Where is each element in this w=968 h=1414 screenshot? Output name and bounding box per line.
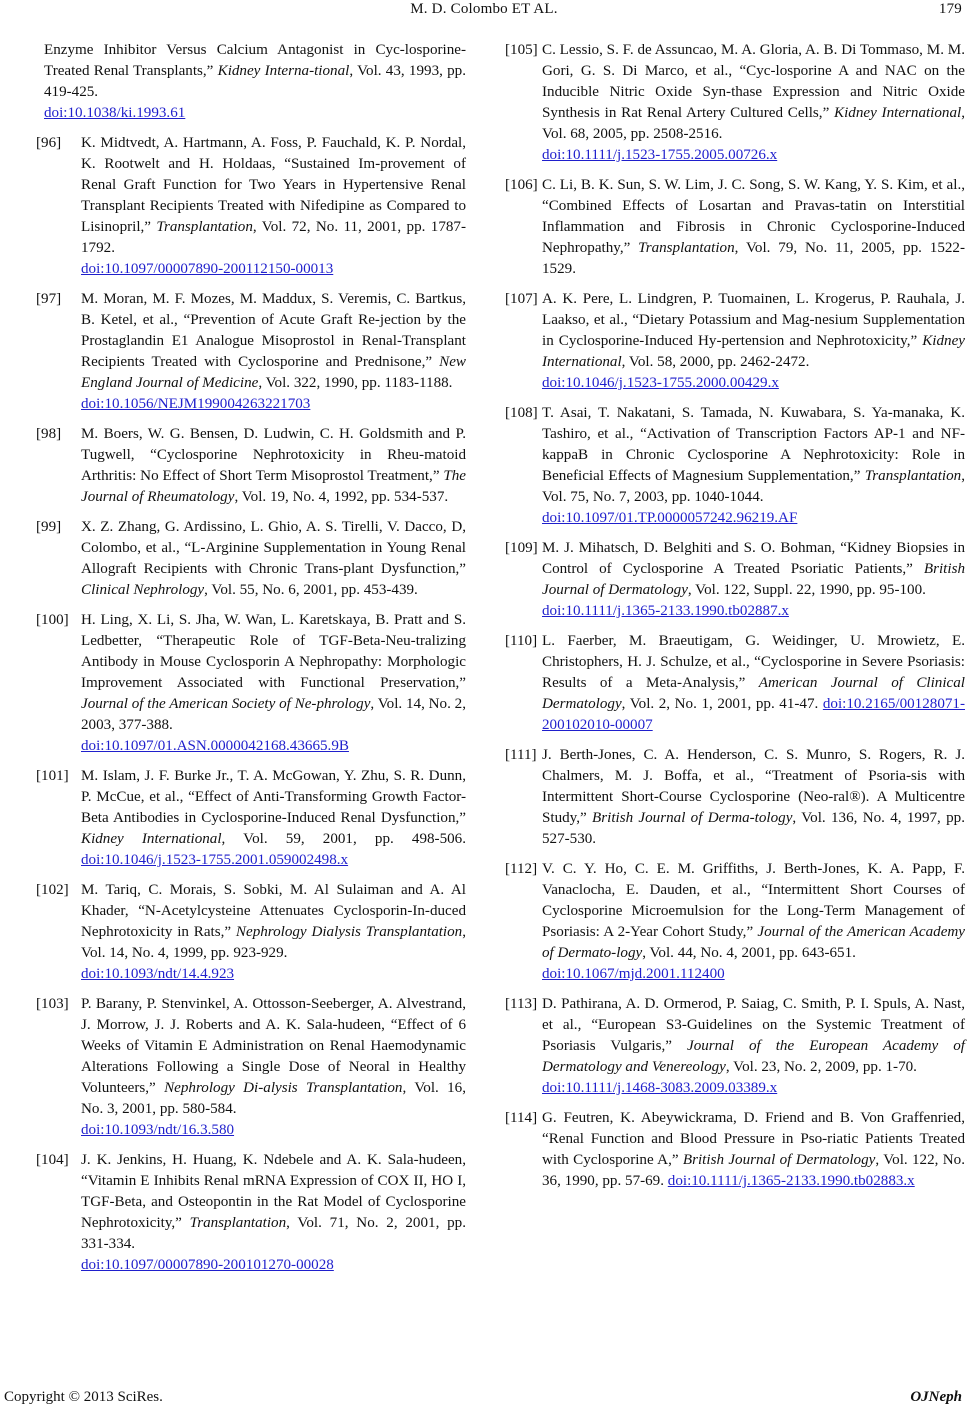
reference-volume-pages: , Vol. 122, No. 36, 1990, pp. 57-69. bbox=[542, 1152, 965, 1189]
reference-citation-text: D. Pathirana, A. D. Ormerod, P. Saiag, C. Smith, P. I. Spuls, A. Nast, et al., “European S3-Guidelines on the Systemic Treatment of Psoriasis Vulgaris,” bbox=[542, 996, 965, 1054]
reference-number: [114] bbox=[505, 1110, 538, 1126]
reference-number: [104] bbox=[36, 1152, 69, 1168]
reference-item bbox=[505, 175, 965, 280]
reference-item bbox=[505, 40, 965, 166]
reference-journal-name: British Journal of Dermatology bbox=[682, 1152, 876, 1168]
reference-journal-name: Nephrology Dialysis Transplantation bbox=[235, 924, 463, 940]
reference-number: [99] bbox=[36, 519, 62, 535]
reference-doi-link[interactable]: doi:10.1038/ki.1993.61 bbox=[44, 105, 186, 121]
reference-item bbox=[505, 538, 965, 622]
reference-body bbox=[542, 289, 965, 394]
page-header bbox=[0, 0, 968, 24]
reference-citation-text: M. Boers, W. G. Bensen, D. Ludwin, C. H. Goldsmith and P. Tugwell, “Cyclosporine Nephrotoxicity in Rheu-matoid Arthritis: No Effect of Short Term Misoprostol Treatment,” bbox=[81, 426, 466, 484]
reference-body bbox=[81, 133, 466, 280]
reference-citation-text: V. C. Y. Ho, C. E. M. Griffiths, J. Berth-Jones, K. A. Papp, F. Vanaclocha, E. Dauden, et al., “Intermittent Short Courses of Cyclosporine Microemulsion for the Long-Term Management of Psoriasis: A 2-Year Cohort Study,” bbox=[542, 861, 965, 940]
reference-number: [98] bbox=[36, 426, 62, 442]
reference-volume-pages: , Vol. 44, No. 4, 2001, pp. 643-651. bbox=[642, 945, 856, 961]
reference-item bbox=[36, 40, 466, 124]
reference-body bbox=[81, 289, 466, 415]
reference-citation-text: J. K. Jenkins, H. Huang, K. Ndebele and A. K. Sala-hudeen, “Vitamin E Inhibits Renal mRNA Expression of COX II, HO I, TGF-Beta, and Osteopontin in the Rat Model of Cyclosporine Nephrotoxicity,” bbox=[81, 1152, 466, 1231]
reference-citation-text: C. Lessio, S. F. de Assuncao, M. A. Gloria, A. B. Di Tommaso, M. M. Gori, G. S. Di Marco, et al., “Cyc-losporine A and NAC on the Inducible Nitric Oxide Syn-thase Expression and Nitric Oxide Synthesis in Rat Renal Artery Cultured Cells,” bbox=[542, 42, 965, 121]
reference-volume-pages: , Vol. 14, No. 2, 2003, 377-388. bbox=[81, 696, 466, 733]
reference-citation-text: J. Berth-Jones, C. A. Henderson, C. S. Munro, S. Rogers, R. J. Chalmers, M. J. Boffa, et al., “Treatment of Psoria-sis with Intermittent Short-Course Cyclosporine (Neo-ral®). A Multicentre Study,” bbox=[542, 747, 965, 826]
reference-volume-pages: , Vol. 55, No. 6, 2001, pp. 453-439. bbox=[204, 582, 418, 598]
reference-doi-link[interactable]: doi:10.1097/00007890-200101270-00028 bbox=[81, 1257, 334, 1273]
reference-number: [110] bbox=[505, 633, 538, 649]
reference-number: [106] bbox=[505, 177, 538, 193]
reference-doi-link[interactable]: doi:10.2165/00128071-200102010-00007 bbox=[542, 696, 965, 733]
reference-citation-text: X. Z. Zhang, G. Ardissino, L. Ghio, A. S. Tirelli, V. Dacco, D, Colombo, et al., “L-Arginine Supplementation in Young Renal Allograft Recipients with Chronic Trans-plant Dysfunction,” bbox=[81, 519, 466, 577]
reference-body bbox=[81, 424, 466, 508]
reference-body bbox=[542, 403, 965, 529]
reference-number: [112] bbox=[505, 861, 538, 877]
reference-journal-name: British Journal of Dermatology bbox=[542, 561, 965, 598]
page-number: 179 bbox=[938, 1, 962, 17]
reference-citation-text: P. Barany, P. Stenvinkel, A. Ottosson-Seeberger, A. Alvestrand, J. Morrow, J. J. Roberts and A. K. Sala-hudeen, “Effect of 6 Weeks of Vitamin E Administration on Renal Haemodynamic Alterations Following a Single Dose of Neoral in Healthy Volunteers,” bbox=[81, 996, 466, 1096]
reference-volume-pages: , Vol. 19, No. 4, 1992, pp. 534-537. bbox=[234, 489, 449, 505]
reference-doi-link[interactable]: doi:10.1111/j.1468-3083.2009.03389.x bbox=[542, 1080, 778, 1096]
reference-body bbox=[81, 610, 466, 757]
reference-body bbox=[542, 631, 965, 736]
reference-number: [113] bbox=[505, 996, 538, 1012]
reference-body bbox=[81, 517, 466, 601]
reference-doi-link[interactable]: doi:10.1097/00007890-200112150-00013 bbox=[81, 261, 334, 277]
reference-journal-name: Kidney International bbox=[81, 831, 222, 847]
reference-journal-name: Kidney Interna-tional bbox=[217, 63, 350, 79]
reference-item bbox=[505, 403, 965, 529]
reference-item bbox=[36, 610, 466, 757]
reference-volume-pages: , Vol. 43, 1993, pp. 419-425. bbox=[44, 63, 467, 100]
reference-body bbox=[81, 766, 466, 871]
reference-item bbox=[36, 880, 466, 985]
reference-journal-name: Journal of the American Society of Ne-phrology bbox=[81, 696, 371, 712]
reference-journal-name: Transplantation bbox=[638, 240, 735, 256]
reference-body bbox=[81, 880, 466, 985]
reference-body bbox=[542, 994, 965, 1099]
journal-abbreviation: OJNeph bbox=[910, 1389, 962, 1405]
reference-number: [96] bbox=[36, 135, 62, 151]
reference-number: [97] bbox=[36, 291, 62, 307]
reference-volume-pages: , Vol. 322, 1990, pp. 1183-1188. bbox=[258, 375, 453, 391]
reference-item bbox=[36, 994, 466, 1141]
reference-volume-pages: , Vol. 79, No. 11, 2005, pp. 1522-1529. bbox=[542, 240, 965, 277]
reference-number: [107] bbox=[505, 291, 538, 307]
reference-item bbox=[505, 859, 965, 985]
reference-volume-pages: , Vol. 16, No. 3, 2001, pp. 580-584. bbox=[81, 1080, 466, 1117]
reference-item bbox=[36, 289, 466, 415]
reference-doi-link[interactable]: doi:10.1067/mjd.2001.112400 bbox=[542, 966, 725, 982]
reference-item bbox=[36, 424, 466, 508]
reference-item bbox=[36, 133, 466, 280]
reference-item bbox=[505, 745, 965, 850]
reference-volume-pages: , Vol. 58, 2000, pp. 2462-2472. bbox=[621, 354, 810, 370]
reference-item bbox=[36, 1150, 466, 1276]
reference-body bbox=[44, 40, 466, 124]
reference-item bbox=[36, 766, 466, 871]
reference-journal-name: Journal of the American Academy of Dermato-logy bbox=[542, 924, 965, 961]
reference-citation-text: G. Feutren, K. Abeywickrama, D. Friend and B. Von Graffenried, “Renal Function and Blood Pressure in Pso-riatic Patients Treated with Cyclosporine A,” bbox=[542, 1110, 965, 1168]
reference-volume-pages: , Vol. 2, No. 1, 2001, pp. 41-47. bbox=[621, 696, 823, 712]
reference-journal-name: Journal of the European Academy of Dermatology and Venereology bbox=[542, 1038, 965, 1075]
reference-number: [101] bbox=[36, 768, 69, 784]
reference-doi-link[interactable]: doi:10.1111/j.1523-1755.2005.00726.x bbox=[542, 147, 778, 163]
reference-citation-text: T. Asai, T. Nakatani, S. Tamada, N. Kuwabara, S. Ya-manaka, K. Tashiro, et al., “Activation of Transcription Factors AP-1 and NF-kappaB in Chronic Cyclosporine A Nephrotoxicity: Role in Beneficial Effects of Magnesium Supplementation,” bbox=[542, 405, 965, 484]
reference-citation-text: Enzyme Inhibitor Versus Calcium Antagonist in Cyc-losporine-Treated Renal Transplants,” bbox=[44, 42, 466, 79]
reference-doi-link[interactable]: doi:10.1046/j.1523-1755.2000.00429.x bbox=[542, 375, 779, 391]
reference-journal-name: New England Journal of Medicine bbox=[81, 354, 466, 391]
reference-citation-text: L. Faerber, M. Braeutigam, G. Weidinger, U. Mrowietz, E. Christophers, H. J. Schulze, et al., “Cyclosporine in Severe Psoriasis: Results of a Meta-Analysis,” bbox=[542, 633, 965, 691]
reference-citation-text: M. Moran, M. F. Mozes, M. Maddux, S. Veremis, C. Bartkus, B. Ketel, et al., “Prevention of Acute Graft Re-jection by the Prostaglandin E1 Analogue Misoprostol in Renal-Transplant Recipients Treated with Cyclosporine and Prednisone,” bbox=[81, 291, 466, 370]
reference-doi-link[interactable]: doi:10.1046/j.1523-1755.2001.059002498.x bbox=[81, 852, 349, 868]
reference-journal-name: Transplantation bbox=[864, 468, 962, 484]
reference-number: [109] bbox=[505, 540, 538, 556]
reference-doi-link[interactable]: doi:10.1097/01.ASN.0000042168.43665.9B bbox=[81, 738, 349, 754]
reference-number: [100] bbox=[36, 612, 69, 628]
reference-doi-link[interactable]: doi:10.1097/01.TP.0000057242.96219.AF bbox=[542, 510, 798, 526]
reference-body bbox=[542, 40, 965, 166]
reference-body bbox=[542, 745, 965, 850]
reference-body bbox=[542, 175, 965, 280]
reference-citation-text: C. Li, B. K. Sun, S. W. Lim, J. C. Song, S. W. Kang, Y. S. Kim, et al., “Combined Effects of Losartan and Pravas-tatin on Interstitial Inflammation and Fibrosis in Chronic Cyclosporine-Induced Nephropathy,” bbox=[542, 177, 965, 256]
reference-citation-text: A. K. Pere, L. Lindgren, P. Tuomainen, L. Krogerus, P. Rauhala, J. Laakso, et al., “Dietary Potassium and Mag-nesium Supplementation in Cyclosporine-Induced Hy-pertension and Nephrotoxicity,” bbox=[542, 291, 965, 349]
reference-citation-text: M. J. Mihatsch, D. Belghiti and S. O. Bohman, “Kidney Biopsies in Control of Cyclosporine A Treated Psoriatic Patients,” bbox=[542, 540, 965, 577]
reference-citation-text: H. Ling, X. Li, S. Jha, W. Wan, L. Karetskaya, B. Pratt and S. Ledbetter, “Therapeutic Role of TGF-Beta-Neu-tralizing Antibody in Mouse Cyclosporin A Nephropathy: Morphologic Improvement Associated with Functional Preservation,” bbox=[81, 612, 466, 691]
reference-number: [111] bbox=[505, 747, 537, 763]
reference-volume-pages: , Vol. 68, 2005, pp. 2508-2516. bbox=[542, 105, 965, 142]
reference-doi-link[interactable]: doi:10.1111/j.1365-2133.1990.tb02883.x bbox=[667, 1173, 915, 1189]
reference-journal-name: The Journal of Rheumatology bbox=[81, 468, 466, 505]
reference-item bbox=[505, 289, 965, 394]
reference-item bbox=[505, 1108, 965, 1192]
reference-citation-text: K. Midtvedt, A. Hartmann, A. Foss, P. Fauchald, K. P. Nordal, K. Rootwelt and H. Holdaas, “Sustained Im-provement of Renal Graft Function for Two Years in Hypertensive Renal Transplant Recipients Treated with Nifedipine as Compared to Lisinopril,” bbox=[81, 135, 466, 235]
copyright-notice: Copyright © 2013 SciRes. bbox=[4, 1389, 163, 1405]
reference-journal-name: American Journal of Clinical Dermatology bbox=[542, 675, 965, 712]
running-title: M. D. Colombo ET AL. bbox=[410, 1, 558, 17]
reference-body bbox=[81, 1150, 466, 1276]
reference-body bbox=[81, 994, 466, 1141]
reference-doi-link[interactable]: doi:10.1093/ndt/16.3.580 bbox=[81, 1122, 235, 1138]
reference-volume-pages: , Vol. 23, No. 2, 2009, pp. 1-70. bbox=[725, 1059, 917, 1075]
reference-citation-text: M. Tariq, C. Morais, S. Sobki, M. Al Sulaiman and A. Al Khader, “N-Acetylcysteine Attenuates Cyclosporin-In-duced Nephrotoxicity in Rats,” bbox=[81, 882, 466, 940]
reference-doi-link[interactable]: doi:10.1093/ndt/14.4.923 bbox=[81, 966, 235, 982]
reference-citation-text: M. Islam, J. F. Burke Jr., T. A. McGowan, Y. Zhu, S. R. Dunn, P. McCue, et al., “Effect of Anti-Transforming Growth Factor-Beta Antibodies in Cyclosporine-Induced Renal Dysfunction,” bbox=[81, 768, 466, 826]
reference-doi-link[interactable]: doi:10.1056/NEJM199004263221703 bbox=[81, 396, 311, 412]
reference-number: [103] bbox=[36, 996, 69, 1012]
reference-number: [105] bbox=[505, 42, 538, 58]
reference-volume-pages: , Vol. 136, No. 4, 1997, pp. 527-530. bbox=[542, 810, 965, 847]
references-right-column bbox=[505, 40, 965, 1201]
reference-journal-name: Nephrology Di-alysis Transplantation bbox=[164, 1080, 403, 1096]
reference-doi-link[interactable]: doi:10.1111/j.1365-2133.1990.tb02887.x bbox=[542, 603, 789, 619]
reference-number: [102] bbox=[36, 882, 69, 898]
reference-item bbox=[36, 517, 466, 601]
reference-item bbox=[505, 994, 965, 1099]
reference-volume-pages: , Vol. 14, No. 4, 1999, pp. 923-929. bbox=[81, 924, 467, 961]
reference-volume-pages: , Vol. 72, No. 11, 2001, pp. 1787-1792. bbox=[81, 219, 467, 256]
reference-volume-pages: , Vol. 71, No. 2, 2001, pp. 331-334. bbox=[81, 1215, 466, 1252]
reference-body bbox=[542, 859, 965, 985]
reference-item bbox=[505, 631, 965, 736]
reference-body bbox=[542, 1108, 965, 1192]
reference-journal-name: Transplantation bbox=[189, 1215, 287, 1231]
references-left-column bbox=[36, 40, 466, 1285]
reference-number: [108] bbox=[505, 405, 538, 421]
reference-volume-pages: , Vol. 122, Suppl. 22, 1990, pp. 95-100. bbox=[687, 582, 926, 598]
reference-volume-pages: , Vol. 75, No. 7, 2003, pp. 1040-1044. bbox=[542, 468, 965, 505]
reference-journal-name: British Journal of Derma-tology bbox=[592, 810, 793, 826]
reference-journal-name: Clinical Nephrology bbox=[81, 582, 205, 598]
reference-journal-name: Transplantation bbox=[156, 219, 253, 235]
reference-journal-name: Kidney International bbox=[834, 105, 962, 121]
reference-journal-name: Kidney International bbox=[542, 333, 965, 370]
reference-body bbox=[542, 538, 965, 622]
reference-volume-pages: , Vol. 59, 2001, pp. 498-506. bbox=[221, 831, 466, 847]
